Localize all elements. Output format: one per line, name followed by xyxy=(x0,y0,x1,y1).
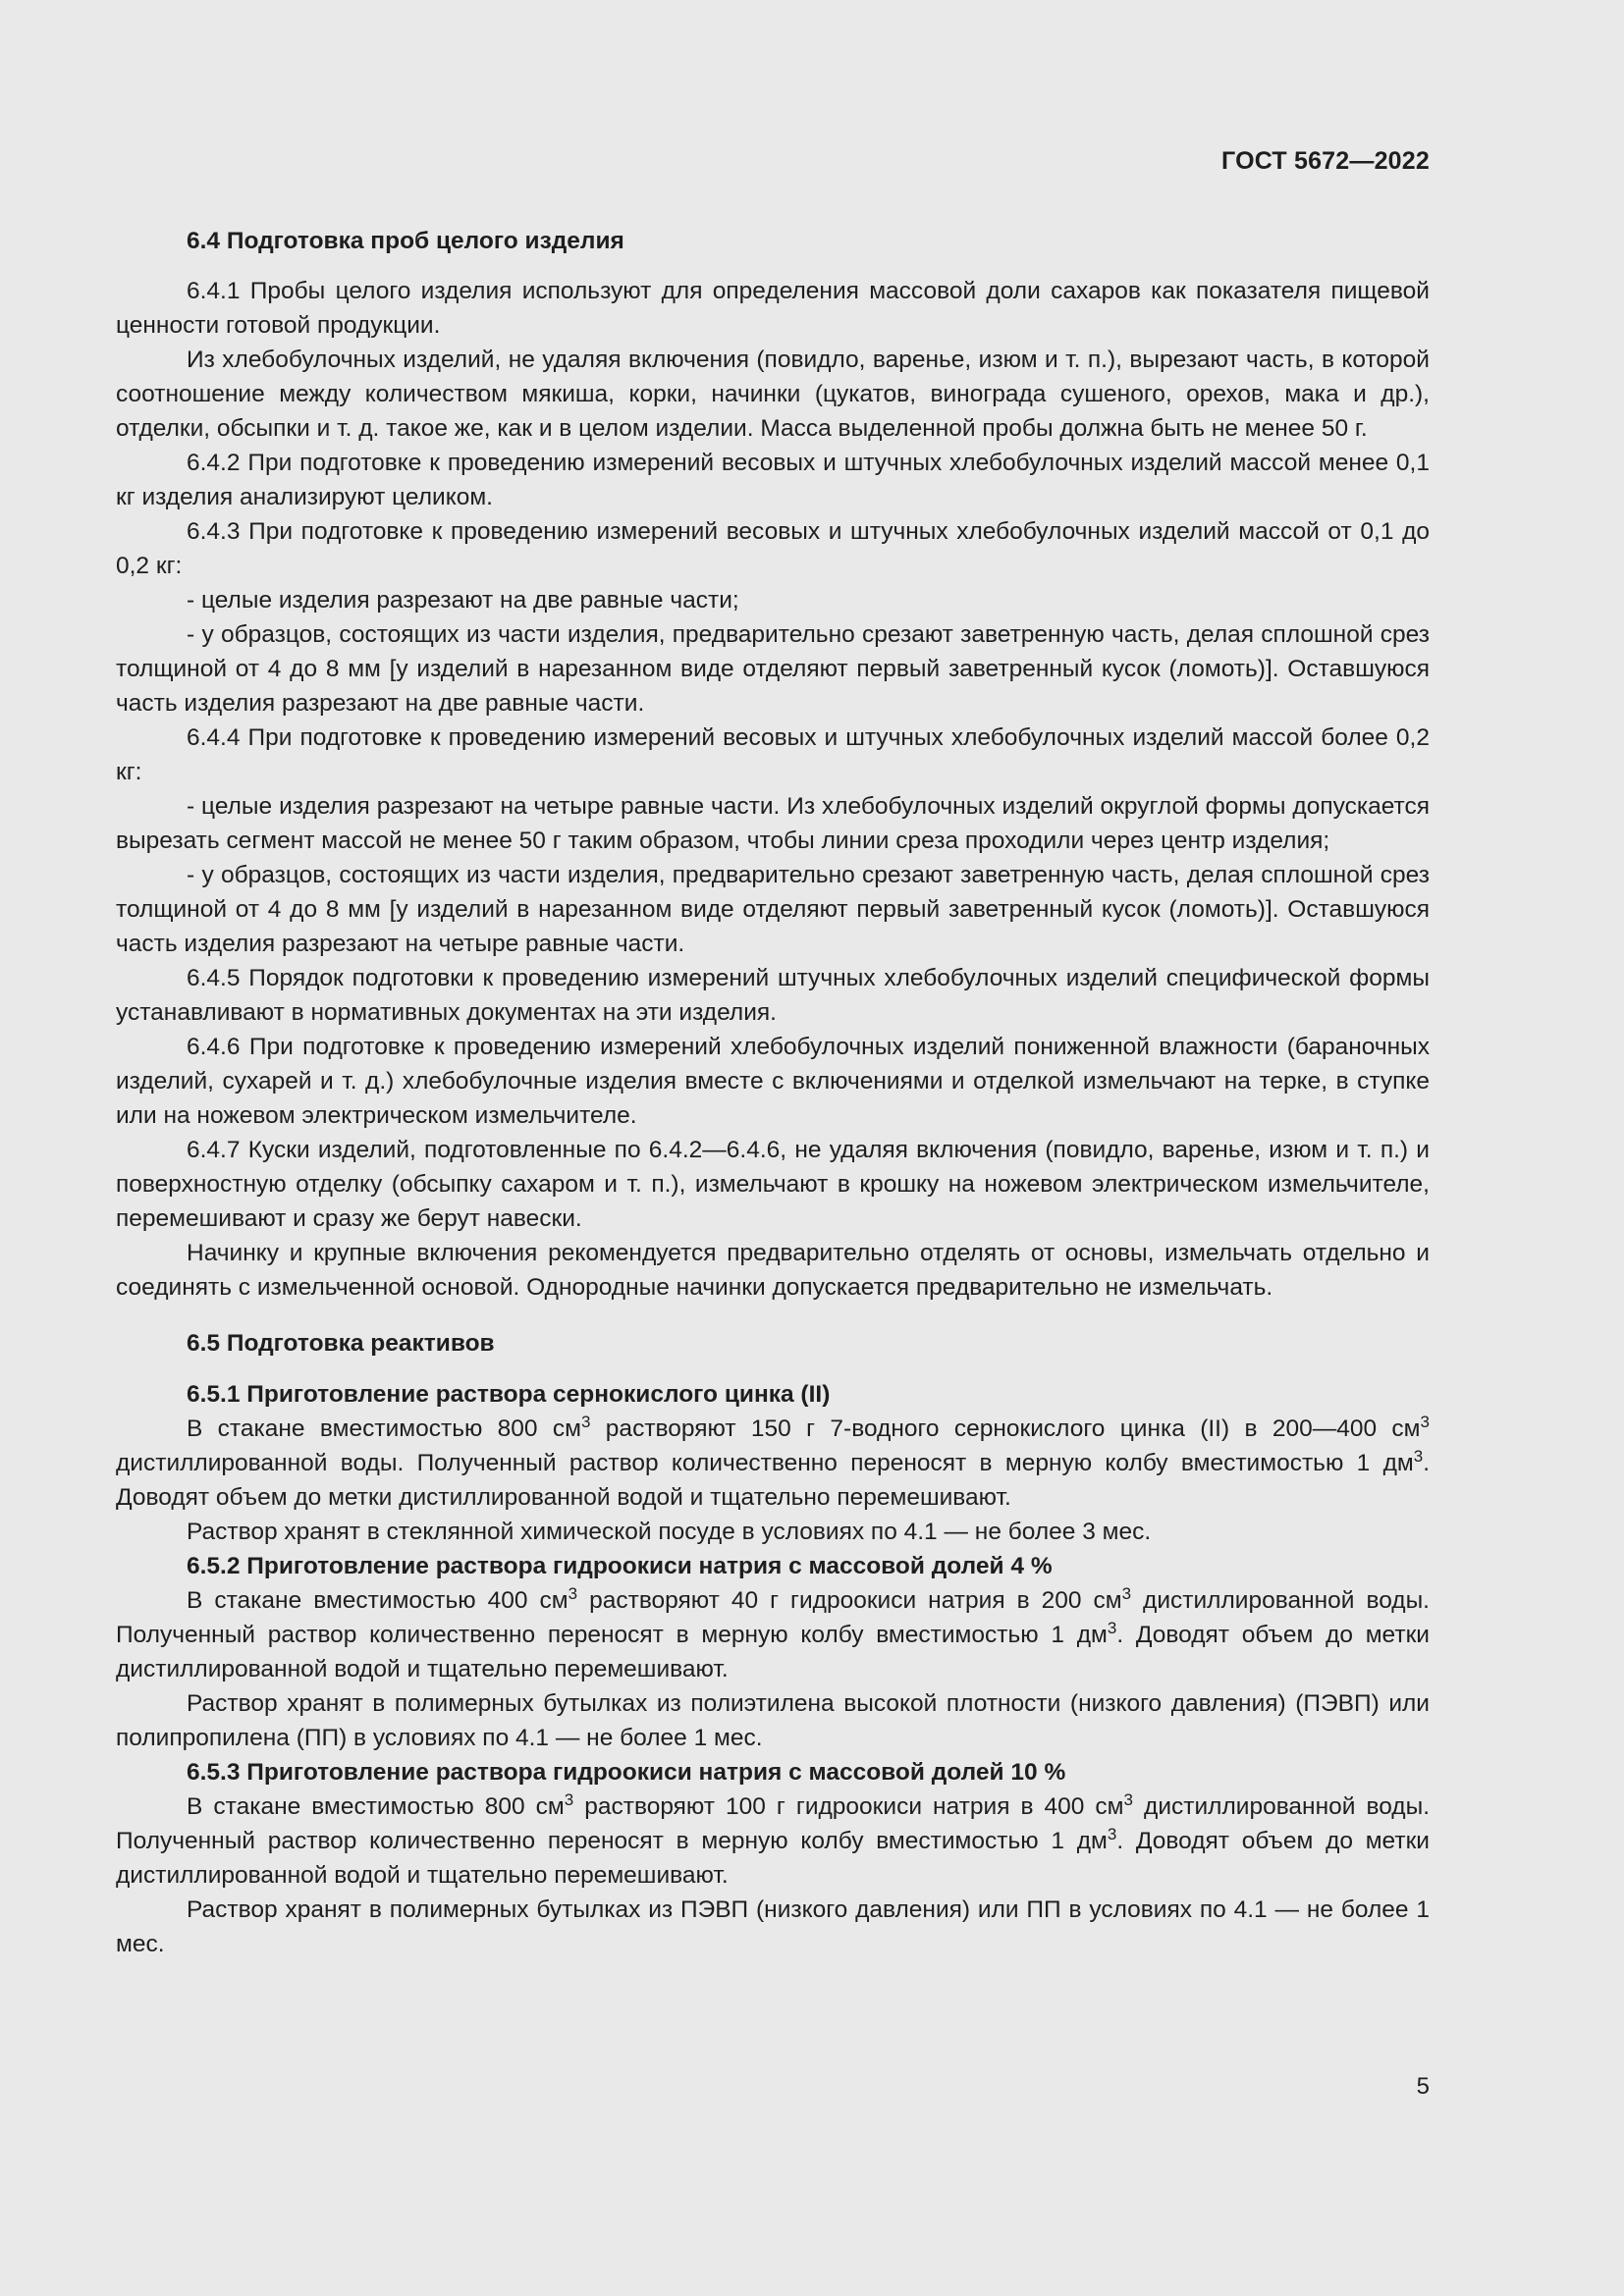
paragraph-6-5-1 xyxy=(116,1412,1430,1515)
superscript-cubic: 3 xyxy=(564,1790,574,1809)
subsection-6-5-1-title: 6.5.1 Приготовление раствора сернокислого цинка (II) xyxy=(187,1381,831,1408)
paragraph-6-5-2-text-b: растворяют 40 г гидроокиси натрия в 200 см xyxy=(577,1587,1122,1614)
superscript-cubic: 3 xyxy=(1420,1413,1430,1431)
paragraph-6-4-7: 6.4.7 Куски изделий, подготовленные по 6.4.2—6.4.6, не удаляя включения (повидло, варенье, изюм и т. п.) и поверхностную отделку (обсыпку сахаром и т. п.), измельчают в крошку на ножевом электрическом измельчителе, перемешивают и сразу же берут навески. xyxy=(116,1137,1430,1232)
paragraph-6-5-1-text-d: . Доводят объем до метки дистиллированной водой и тщательно перемешивают. xyxy=(116,1450,1430,1511)
document-standard-id: ГОСТ 5672—2022 xyxy=(1221,147,1430,175)
superscript-cubic: 3 xyxy=(1107,1619,1117,1637)
paragraph-6-4-2: 6.4.2 При подготовке к проведению измерений весовых и штучных хлебобулочных изделий массой менее 0,1 кг изделия анализируют целиком. xyxy=(116,450,1430,510)
paragraph-6-4-1: 6.4.1 Пробы целого изделия используют для определения массовой доли сахаров как показателя пищевой ценности готовой продукции. xyxy=(116,278,1430,339)
superscript-cubic: 3 xyxy=(581,1413,591,1431)
paragraph-6-5-3 xyxy=(116,1789,1430,1893)
paragraph-6-5-2-text-c: дистиллированной воды. Полученный раствор количественно переносят в мерную колбу вместимостью 1 дм xyxy=(116,1587,1430,1648)
superscript-cubic: 3 xyxy=(1413,1447,1424,1466)
list-item-6-4-3-b: - у образцов, состоящих из части изделия, предварительно срезают заветренную часть, делая сплошной срез толщиной от 4 до 8 мм [у изделий в нарезанном виде отделяют первый заветренный кусок (ломоть)]. Оставшуюся часть изделия разрезают на две равные части. xyxy=(116,621,1430,717)
section-6-4-title: 6.4 Подготовка проб целого изделия xyxy=(187,228,624,254)
document-body xyxy=(116,224,1430,1961)
subsection-6-5-2-title: 6.5.2 Приготовление раствора гидроокиси натрия с массовой долей 4 % xyxy=(187,1553,1053,1579)
paragraph-6-5-2 xyxy=(116,1583,1430,1686)
paragraph-6-5-1-text-b: растворяют 150 г 7-водного сернокислого цинка (II) в 200—400 см xyxy=(590,1415,1421,1442)
paragraph-6-4-5: 6.4.5 Порядок подготовки к проведению измерений штучных хлебобулочных изделий специфической формы устанавливают в нормативных документах на эти изделия. xyxy=(116,965,1430,1026)
paragraph-6-4-7-cont: Начинку и крупные включения рекомендуется предварительно отделять от основы, измельчать отдельно и соединять с измельченной основой. Однородные начинки допускается предварительно не измельчать. xyxy=(116,1240,1430,1301)
paragraph-6-5-3-text-b: растворяют 100 г гидроокиси натрия в 400 см xyxy=(573,1793,1124,1820)
list-item-6-4-4-a: - целые изделия разрезают на четыре равные части. Из хлебобулочных изделий округлой формы допускается вырезать сегмент массой не менее 50 г таким образом, чтобы линии среза проходили через центр изделия; xyxy=(116,793,1430,854)
paragraph-6-5-2-text-d: . Доводят объем до метки дистиллированной водой и тщательно перемешивают. xyxy=(116,1622,1430,1682)
list-item-6-4-3-a: - целые изделия разрезают на две равные части; xyxy=(187,587,739,614)
paragraph-6-5-1-text-c: дистиллированной воды. Полученный раствор количественно переносят в мерную колбу вместимостью 1 дм xyxy=(116,1450,1414,1476)
superscript-cubic: 3 xyxy=(1107,1825,1117,1843)
superscript-cubic: 3 xyxy=(568,1584,578,1603)
paragraph-6-5-3-text-c: дистиллированной воды. Полученный раствор количественно переносят в мерную колбу вместимостью 1 дм xyxy=(116,1793,1430,1854)
paragraph-6-5-3-text-a: В стакане вместимостью 800 см xyxy=(187,1793,565,1820)
superscript-cubic: 3 xyxy=(1121,1584,1132,1603)
subsection-6-5-3-title: 6.5.3 Приготовление раствора гидроокиси натрия с массовой долей 10 % xyxy=(187,1759,1066,1786)
section-6-5-title: 6.5 Подготовка реактивов xyxy=(187,1330,495,1357)
paragraph-6-4-1-cont: Из хлебобулочных изделий, не удаляя включения (повидло, варенье, изюм и т. п.), вырезают часть, в которой соотношение между количеством мякиша, корки, начинки (цукатов, винограда сушеного, орехов, мака и др.), отделки, обсыпки и т. д. такое же, как и в целом изделии. Масса выделенной пробы должна быть не менее 50 г. xyxy=(116,347,1430,442)
paragraph-6-4-3: 6.4.3 При подготовке к проведению измерений весовых и штучных хлебобулочных изделий массой от 0,1 до 0,2 кг: xyxy=(116,518,1430,579)
superscript-cubic: 3 xyxy=(1123,1790,1133,1809)
paragraph-6-4-4: 6.4.4 При подготовке к проведению измерений весовых и штучных хлебобулочных изделий массой более 0,2 кг: xyxy=(116,724,1430,785)
page-number: 5 xyxy=(1416,2073,1430,2100)
list-item-6-4-4-b: - у образцов, состоящих из части изделия, предварительно срезают заветренную часть, делая сплошной срез толщиной от 4 до 8 мм [у изделий в нарезанном виде отделяют первый заветренный кусок (ломоть)]. Оставшуюся часть изделия разрезают на четыре равные части. xyxy=(116,862,1430,957)
paragraph-6-5-1-text-a: В стакане вместимостью 800 см xyxy=(187,1415,581,1442)
paragraph-6-5-3-text-d: . Доводят объем до метки дистиллированной водой и тщательно перемешивают. xyxy=(116,1828,1430,1889)
paragraph-6-5-1-storage: Раствор хранят в стеклянной химической посуде в условиях по 4.1 — не более 3 мес. xyxy=(187,1519,1152,1545)
paragraph-6-5-3-storage: Раствор хранят в полимерных бутылках из ПЭВП (низкого давления) или ПП в условиях по 4.1 — не более 1 мес. xyxy=(116,1896,1430,1957)
paragraph-6-5-2-storage: Раствор хранят в полимерных бутылках из полиэтилена высокой плотности (низкого давления) (ПЭВП) или полипропилена (ПП) в условиях по 4.1 — не более 1 мес. xyxy=(116,1690,1430,1751)
paragraph-6-4-6: 6.4.6 При подготовке к проведению измерений хлебобулочных изделий пониженной влажности (бараночных изделий, сухарей и т. д.) хлебобулочные изделия вместе с включениями и отделкой измельчают на терке, в ступке или на ножевом электрическом измельчителе. xyxy=(116,1034,1430,1129)
paragraph-6-5-2-text-a: В стакане вместимостью 400 см xyxy=(187,1587,568,1614)
